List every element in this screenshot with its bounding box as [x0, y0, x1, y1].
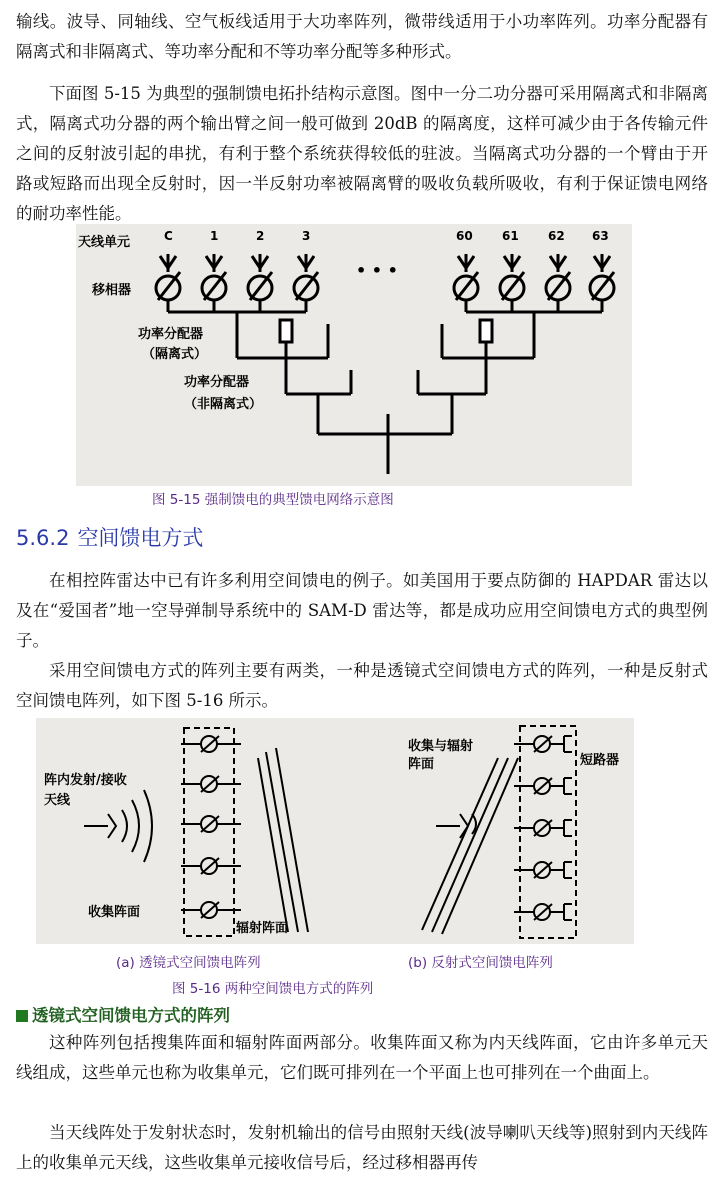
paragraph-intro: 输线。波导、同轴线、空气板线适用于大功率阵列，微带线适用于小功率阵列。功率分配器有隔离式和非隔离式、等功率分配和不等功率分配等多种形式。 — [16, 12, 708, 61]
figure-5-16-caption: 图 5-16 两种空间馈电方式的阵列 — [172, 981, 374, 997]
paragraph-fig-5-15: 下面图 5-15 为典型的强制馈电拓扑结构示意图。图中一分二功分器可采用隔离式和非隔离式，隔离式功分器的两个输出臂之间一般可做到 20dB 的隔离度，这样可减少由于各传输元件之间的反射波引起的串扰，有利于整个系统获得较低的驻波。当隔离式功分器的一个臂由于开路或短路而出现全反射时，因一半反射功率被隔离臂的吸收负载所吸收，有利于保证馈电网络的耐功率性能。 — [16, 84, 708, 223]
section-heading — [16, 522, 211, 552]
subheading-text: 透镜式空间馈电方式的阵列 — [32, 1006, 230, 1025]
label-divider-isolated-type: （隔离式） — [142, 347, 208, 362]
figure-5-16a-caption: (a) 透镜式空间馈电阵列 — [116, 955, 261, 971]
label-collect-face: 收集阵面 — [88, 905, 141, 920]
element-number: 3 — [302, 229, 311, 243]
space-feed-arrays-diagram — [36, 718, 634, 944]
element-number: 60 — [456, 229, 473, 243]
label-phase-shifter: 移相器 — [92, 283, 132, 298]
figure-5-15-caption: 图 5-15 强制馈电的典型馈电网络示意图 — [152, 492, 394, 508]
section-title: 空间馈电方式 — [77, 526, 204, 550]
element-number: 1 — [210, 229, 219, 243]
element-number: 61 — [502, 229, 519, 243]
figure-5-15 — [76, 224, 632, 490]
figure-5-16b-caption: (b) 反射式空间馈电阵列 — [408, 955, 553, 971]
label-antenna-element: 天线单元 — [78, 235, 131, 250]
subheading — [16, 1002, 230, 1026]
paragraph-two-types: 采用空间馈电方式的阵列主要有两类，一种是透镜式空间馈电方式的阵列，一种是反射式空间馈电阵列，如下图 5-16 所示。 — [16, 661, 708, 710]
label-divider-nonisolated-type: （非隔离式） — [184, 397, 263, 412]
label-feed-antenna: 阵内发射/接收 — [44, 773, 127, 788]
label-radiate-face: 辐射阵面 — [236, 921, 289, 936]
label-collect-radiate-face: 收集与辐射 — [408, 739, 474, 754]
section-number: 5.6.2 — [16, 526, 70, 550]
label-feed-antenna-2: 天线 — [44, 793, 71, 808]
square-bullet-icon — [16, 1010, 28, 1022]
label-collect-radiate-face-2: 阵面 — [408, 757, 435, 772]
element-number: 2 — [256, 229, 265, 243]
label-divider-isolated: 功率分配器 — [138, 327, 204, 342]
paragraph-transmit-state: 当天线阵处于发射状态时，发射机输出的信号由照射天线(波导喇叭天线等)照射到内天线阵上的收集单元天线，这些收集单元接收信号后，经过移相器再传 — [16, 1123, 708, 1172]
feed-network-diagram — [76, 224, 632, 486]
label-divider-nonisolated: 功率分配器 — [184, 375, 250, 390]
label-short-circuit: 短路器 — [580, 753, 620, 768]
element-number: 63 — [592, 229, 609, 243]
element-number: 62 — [548, 229, 565, 243]
element-number: C — [164, 229, 173, 243]
ellipsis-dots: • • • — [356, 261, 398, 280]
figure-5-16 — [36, 718, 634, 948]
paragraph-space-feed-examples: 在相控阵雷达中已有许多利用空间馈电的例子。如美国用于要点防御的 HAPDAR 雷达以及在“爱国者”地一空导弹制导系统中的 SAM-D 雷达等，都是成功应用空间馈电方式的典型例子。 — [16, 571, 708, 650]
paragraph-lens-array: 这种阵列包括搜集阵面和辐射阵面两部分。收集阵面又称为内天线阵面，它由许多单元天线组成，这些单元也称为收集单元，它们既可排列在一个平面上也可排列在一个曲面上。 — [16, 1033, 708, 1082]
